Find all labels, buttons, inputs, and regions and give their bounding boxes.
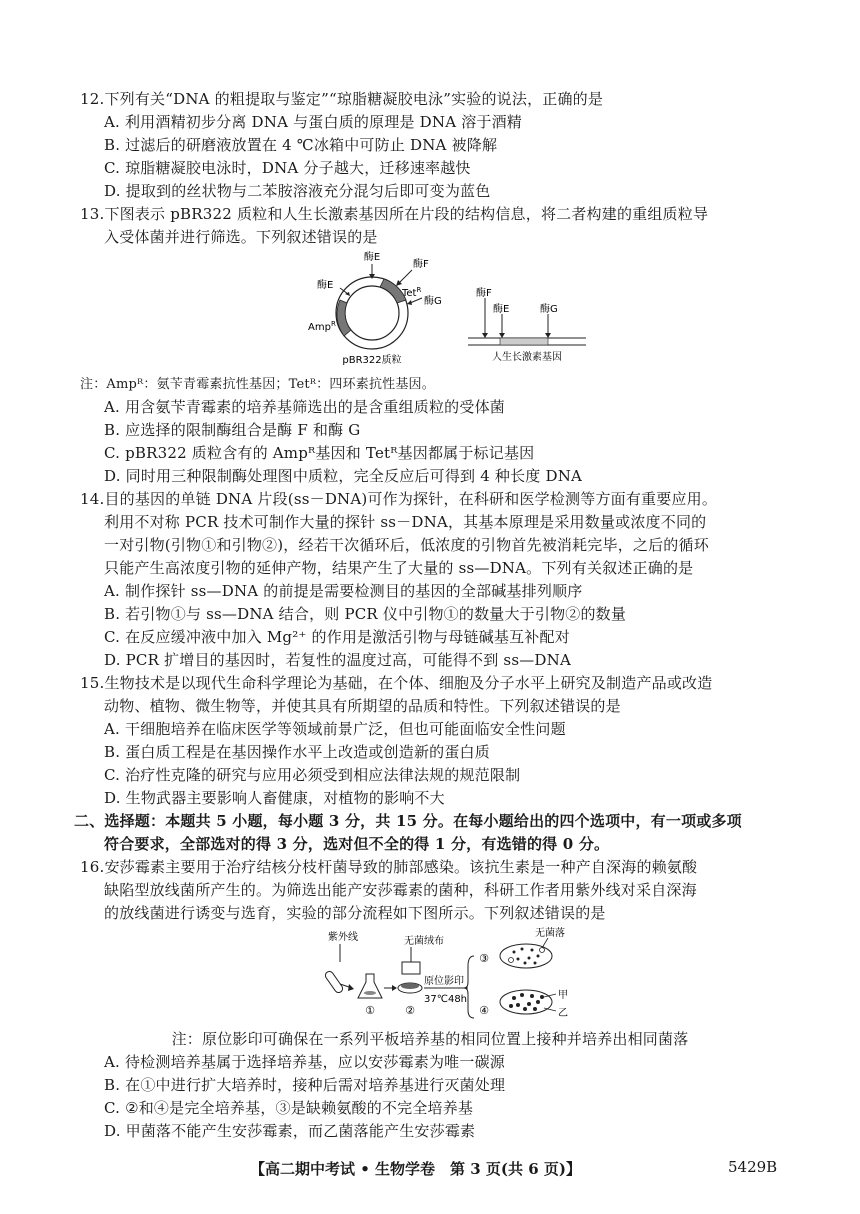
colony-yi: 乙 — [558, 1008, 568, 1019]
tet-r-label: Tet$^R$ — [402, 286, 422, 299]
q12-option-d: D. 提取到的丝状物与二苯胺溶液充分混匀后即可变为蓝色 — [104, 182, 491, 200]
q13-stem-line2: 入受体菌并进行筛选。下列叙述错误的是 — [104, 228, 378, 246]
q13-stem-line1: 13.下图表示 pBR322 质粒和人生长激素基因所在片段的结构信息，将二者构建的重组质粒导 — [80, 205, 709, 223]
q13-note: 注：Ampᴿ：氨苄青霉素抗性基因；Tetᴿ：四环素抗性基因。 — [80, 377, 435, 392]
q16-option-a: A. 待检测培养基属于选择培养基，应以安莎霉素为唯一碳源 — [104, 1053, 505, 1071]
plasmid-enzyme-g: 酶G — [424, 296, 442, 307]
q16-option-d: D. 甲菌落不能产生安莎霉素，而乙菌落能产生安莎霉素 — [104, 1122, 476, 1140]
amp-r-label: Amp$^R$ — [308, 320, 336, 333]
plate-3-label: ③ — [479, 952, 489, 965]
q13-option-b: B. 应选择的限制酶组合是酶 F 和酶 G — [104, 421, 361, 439]
plasmid-enzyme-f: 酶F — [413, 259, 429, 270]
q12-stem: 12.下列有关“DNA 的粗提取与鉴定”“琼脂糖凝胶电泳”实验的说法，正确的是 — [80, 90, 604, 108]
q16-note: 注：原位影印可确保在一系列平板培养基的相同位置上接种并培养出相同菌落 — [171, 1030, 689, 1048]
q15-option-a: A. 干细胞培养在临床医学等领域前景广泛，但也可能面临安全性问题 — [104, 720, 566, 738]
q14-stem-line1: 14.目的基因的单链 DNA 片段(ss－DNA)可作为探针，在科研和医学检测等方面有重要应用。 — [80, 490, 718, 508]
page-footer-code: 5429B — [728, 1158, 778, 1176]
plate-4-label: ④ — [479, 1004, 489, 1017]
q16-stem-line2: 缺陷型放线菌所产生的。为筛选出能产安莎霉素的菌种，科研工作者用紫外线对采自深海 — [104, 881, 697, 899]
gene-label: 人生长激素基因 — [492, 352, 562, 363]
q14-stem-line3: 一对引物(引物①和引物②)，经若干次循环后，低浓度的引物首先被消耗完毕，之后的循环 — [104, 536, 709, 554]
fragment-enzyme-e: 酶E — [493, 304, 510, 315]
section2-heading-line2: 符合要求，全部选对的得 3 分，选对但不全的得 1 分，有选错的得 0 分。 — [104, 835, 610, 853]
plasmid-label: pBR322质粒 — [342, 355, 402, 366]
q15-stem-line1: 15.生物技术是以现代生命科学理论为基础，在个体、细胞及分子水平上研究及制造产品或改造 — [80, 674, 713, 692]
q15-option-c: C. 治疗性克隆的研究与应用必须受到相应法律法规的规范限制 — [104, 766, 521, 784]
q14-option-c: C. 在反应缓冲液中加入 Mg²⁺ 的作用是激活引物与母链碱基互补配对 — [104, 628, 570, 646]
q12-option-c: C. 琼脂糖凝胶电泳时，DNA 分子越大，迁移速率越快 — [104, 159, 471, 177]
condition-label: 37℃48h — [424, 994, 468, 1005]
q16-stem-line1: 16.安莎霉素主要用于治疗结核分枝杆菌导致的肺部感染。该抗生素是一种产自深海的赖氨酸 — [80, 858, 698, 876]
q15-stem-line2: 动物、植物、微生物等，并使其具有所期望的品质和特性。下列叙述错误的是 — [104, 697, 621, 715]
q14-stem-line4: 只能产生高浓度引物的延伸产物，结果产生了大量的 ss—DNA。下列有关叙述正确的是 — [104, 559, 694, 577]
no-colony-label: 无菌落 — [535, 928, 565, 939]
q14-option-a: A. 制作探针 ss—DNA 的前提是需要检测目的基因的全部碱基排列顺序 — [104, 582, 583, 600]
velvet-label: 无菌绒布 — [404, 936, 444, 947]
step-1: ① — [365, 1004, 375, 1017]
q16-stem-line3: 的放线菌进行诱变与选育，实验的部分流程如下图所示。下列叙述错误的是 — [104, 904, 606, 922]
plasmid-figure — [300, 248, 600, 370]
q15-option-d: D. 生物武器主要影响人畜健康，对植物的影响不大 — [104, 789, 445, 807]
q14-stem-line2: 利用不对称 PCR 技术可制作大量的探针 ss－DNA，其基本原理是采用数量或浓度不同的 — [104, 513, 707, 531]
colony-jia: 甲 — [558, 990, 568, 1001]
replica-label: 原位影印 — [424, 976, 464, 987]
plasmid-enzyme-e-top: 酶E — [363, 252, 381, 263]
plasmid-enzyme-e-left: 酶E — [317, 280, 334, 291]
fragment-enzyme-g: 酶G — [540, 304, 558, 315]
screening-flow-figure — [318, 922, 578, 1022]
q13-option-d: D. 同时用三种限制酶处理图中质粒，完全反应后可得到 4 种长度 DNA — [104, 467, 583, 485]
q16-option-c: C. ②和④是完全培养基，③是缺赖氨酸的不完全培养基 — [104, 1099, 474, 1117]
step-2: ② — [405, 1004, 415, 1017]
q15-option-b: B. 蛋白质工程是在基因操作水平上改造或创造新的蛋白质 — [104, 743, 490, 761]
page-footer-title: 【高二期中考试 • 生物学卷 第 3 页(共 6 页)】 — [250, 1160, 581, 1178]
q16-option-b: B. 在①中进行扩大培养时，接种后需对培养基进行灭菌处理 — [104, 1076, 506, 1094]
q14-option-b: B. 若引物①与 ss—DNA 结合，则 PCR 仪中引物①的数量大于引物②的数量 — [104, 605, 627, 623]
fragment-enzyme-f: 酶F — [476, 288, 492, 299]
uv-label: 紫外线 — [328, 932, 358, 943]
q14-option-d: D. PCR 扩增目的基因时，若复性的温度过高，可能得不到 ss—DNA — [104, 651, 572, 669]
q12-option-a: A. 利用酒精初步分离 DNA 与蛋白质的原理是 DNA 溶于酒精 — [104, 113, 523, 131]
q13-option-c: C. pBR322 质粒含有的 Ampᴿ基因和 Tetᴿ基因都属于标记基因 — [104, 444, 535, 462]
q12-option-b: B. 过滤后的研磨液放置在 4 ℃冰箱中可防止 DNA 被降解 — [104, 136, 498, 154]
section2-heading-line1: 二、选择题：本题共 5 小题，每小题 3 分，共 15 分。在每小题给出的四个选项中，有一项或多项 — [74, 812, 742, 830]
q13-option-a: A. 用含氨苄青霉素的培养基筛选出的是含重组质粒的受体菌 — [104, 398, 505, 416]
